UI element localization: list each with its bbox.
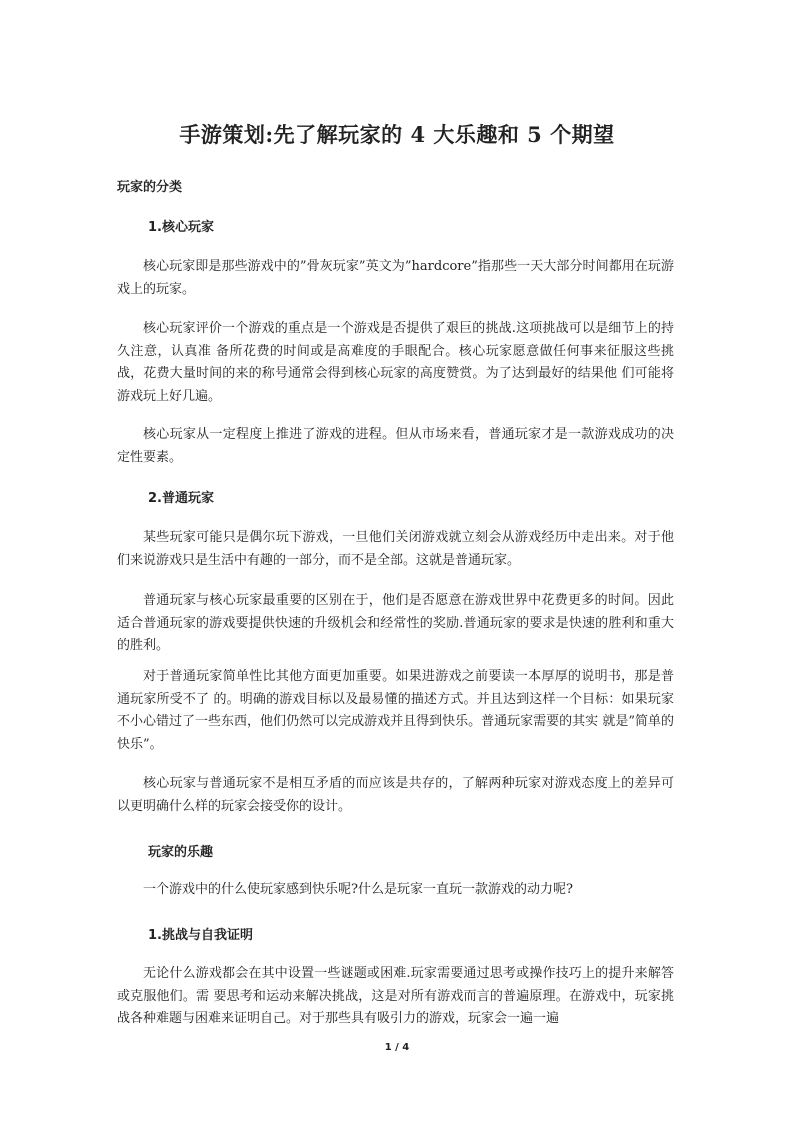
paragraph-casual-3: 对于普通玩家简单性比其他方面更加重要。如果进游戏之前要读一本厚厚的说明书，那是普通玩家所受不了 的。明确的游戏目标以及最易懂的描述方式。并且达到这样一个目标：如果玩家不小心错过了一些东西，他们仍然可以完成游戏并且得到快乐。普通玩家需要的其实 就是”简单的快乐”。 — [117, 669, 674, 752]
paragraph-casual-2: 普通玩家与核心玩家最重要的区别在于，他们是否愿意在游戏世界中花费更多的时间。因此适合普通玩家的游戏要提供快速的升级机会和经常性的奖励.普通玩家的要求是快速的胜利和重大的胜利。 — [117, 593, 674, 653]
paragraph-challenge-1: 无论什么游戏都会在其中设置一些谜题或困难.玩家需要通过思考或操作技巧上的提升来解答或克服他们。需 要思考和运动来解决挑战，这是对所有游戏而言的普遍原理。在游戏中，玩家挑战各种难题与困难来证明自己。对于那些具有吸引力的游戏，玩家会一遍一遍 — [117, 966, 674, 1026]
section-heading-classification: 玩家的分类 — [117, 180, 183, 195]
page-number: 1 / 4 — [384, 1042, 410, 1053]
section-heading-fun: 玩家的乐趣 — [148, 845, 214, 860]
paragraph-core-2: 核心玩家评价一个游戏的重点是一个游戏是否提供了艰巨的挑战.这项挑战可以是细节上的持久注意，认真准 备所花费的时间或是高难度的手眼配合。核心玩家愿意做任何事来征服这些挑战，花费大量时间的来的称号通常会得到核心玩家的高度赞赏。为了达到最好的结果他 们可能将游戏玩上好几遍。 — [117, 321, 674, 404]
paragraph-casual-1: 某些玩家可能只是偶尔玩下游戏，一旦他们关闭游戏就立刻会从游戏经历中走出来。对于他们来说游戏只是生活中有趣的一部分，而不是全部。这就是普通玩家。 — [117, 530, 674, 568]
subheading-challenge: 1.挑战与自我证明 — [148, 928, 253, 943]
paragraph-core-3: 核心玩家从一定程度上推进了游戏的进程。但从市场来看，普通玩家才是一款游戏成功的决定性要素。 — [117, 427, 674, 465]
paragraph-casual-4: 核心玩家与普通玩家不是相互矛盾的而应该是共存的，了解两种玩家对游戏态度上的差异可以更明确什么样的玩家会接受你的设计。 — [117, 776, 674, 814]
document-title: 手游策划:先了解玩家的 4 大乐趣和 5 个期望 — [179, 122, 615, 147]
paragraph-core-1: 核心玩家即是那些游戏中的”骨灰玩家”英文为”hardcore”指那些一天大部分时间都用在玩游戏上的玩家。 — [117, 259, 674, 297]
paragraph-fun-1: 一个游戏中的什么使玩家感到快乐呢?什么是玩家一直玩一款游戏的动力呢? — [143, 882, 573, 897]
subheading-casual-player: 2.普通玩家 — [148, 491, 214, 506]
subheading-core-player: 1.核心玩家 — [148, 220, 214, 235]
